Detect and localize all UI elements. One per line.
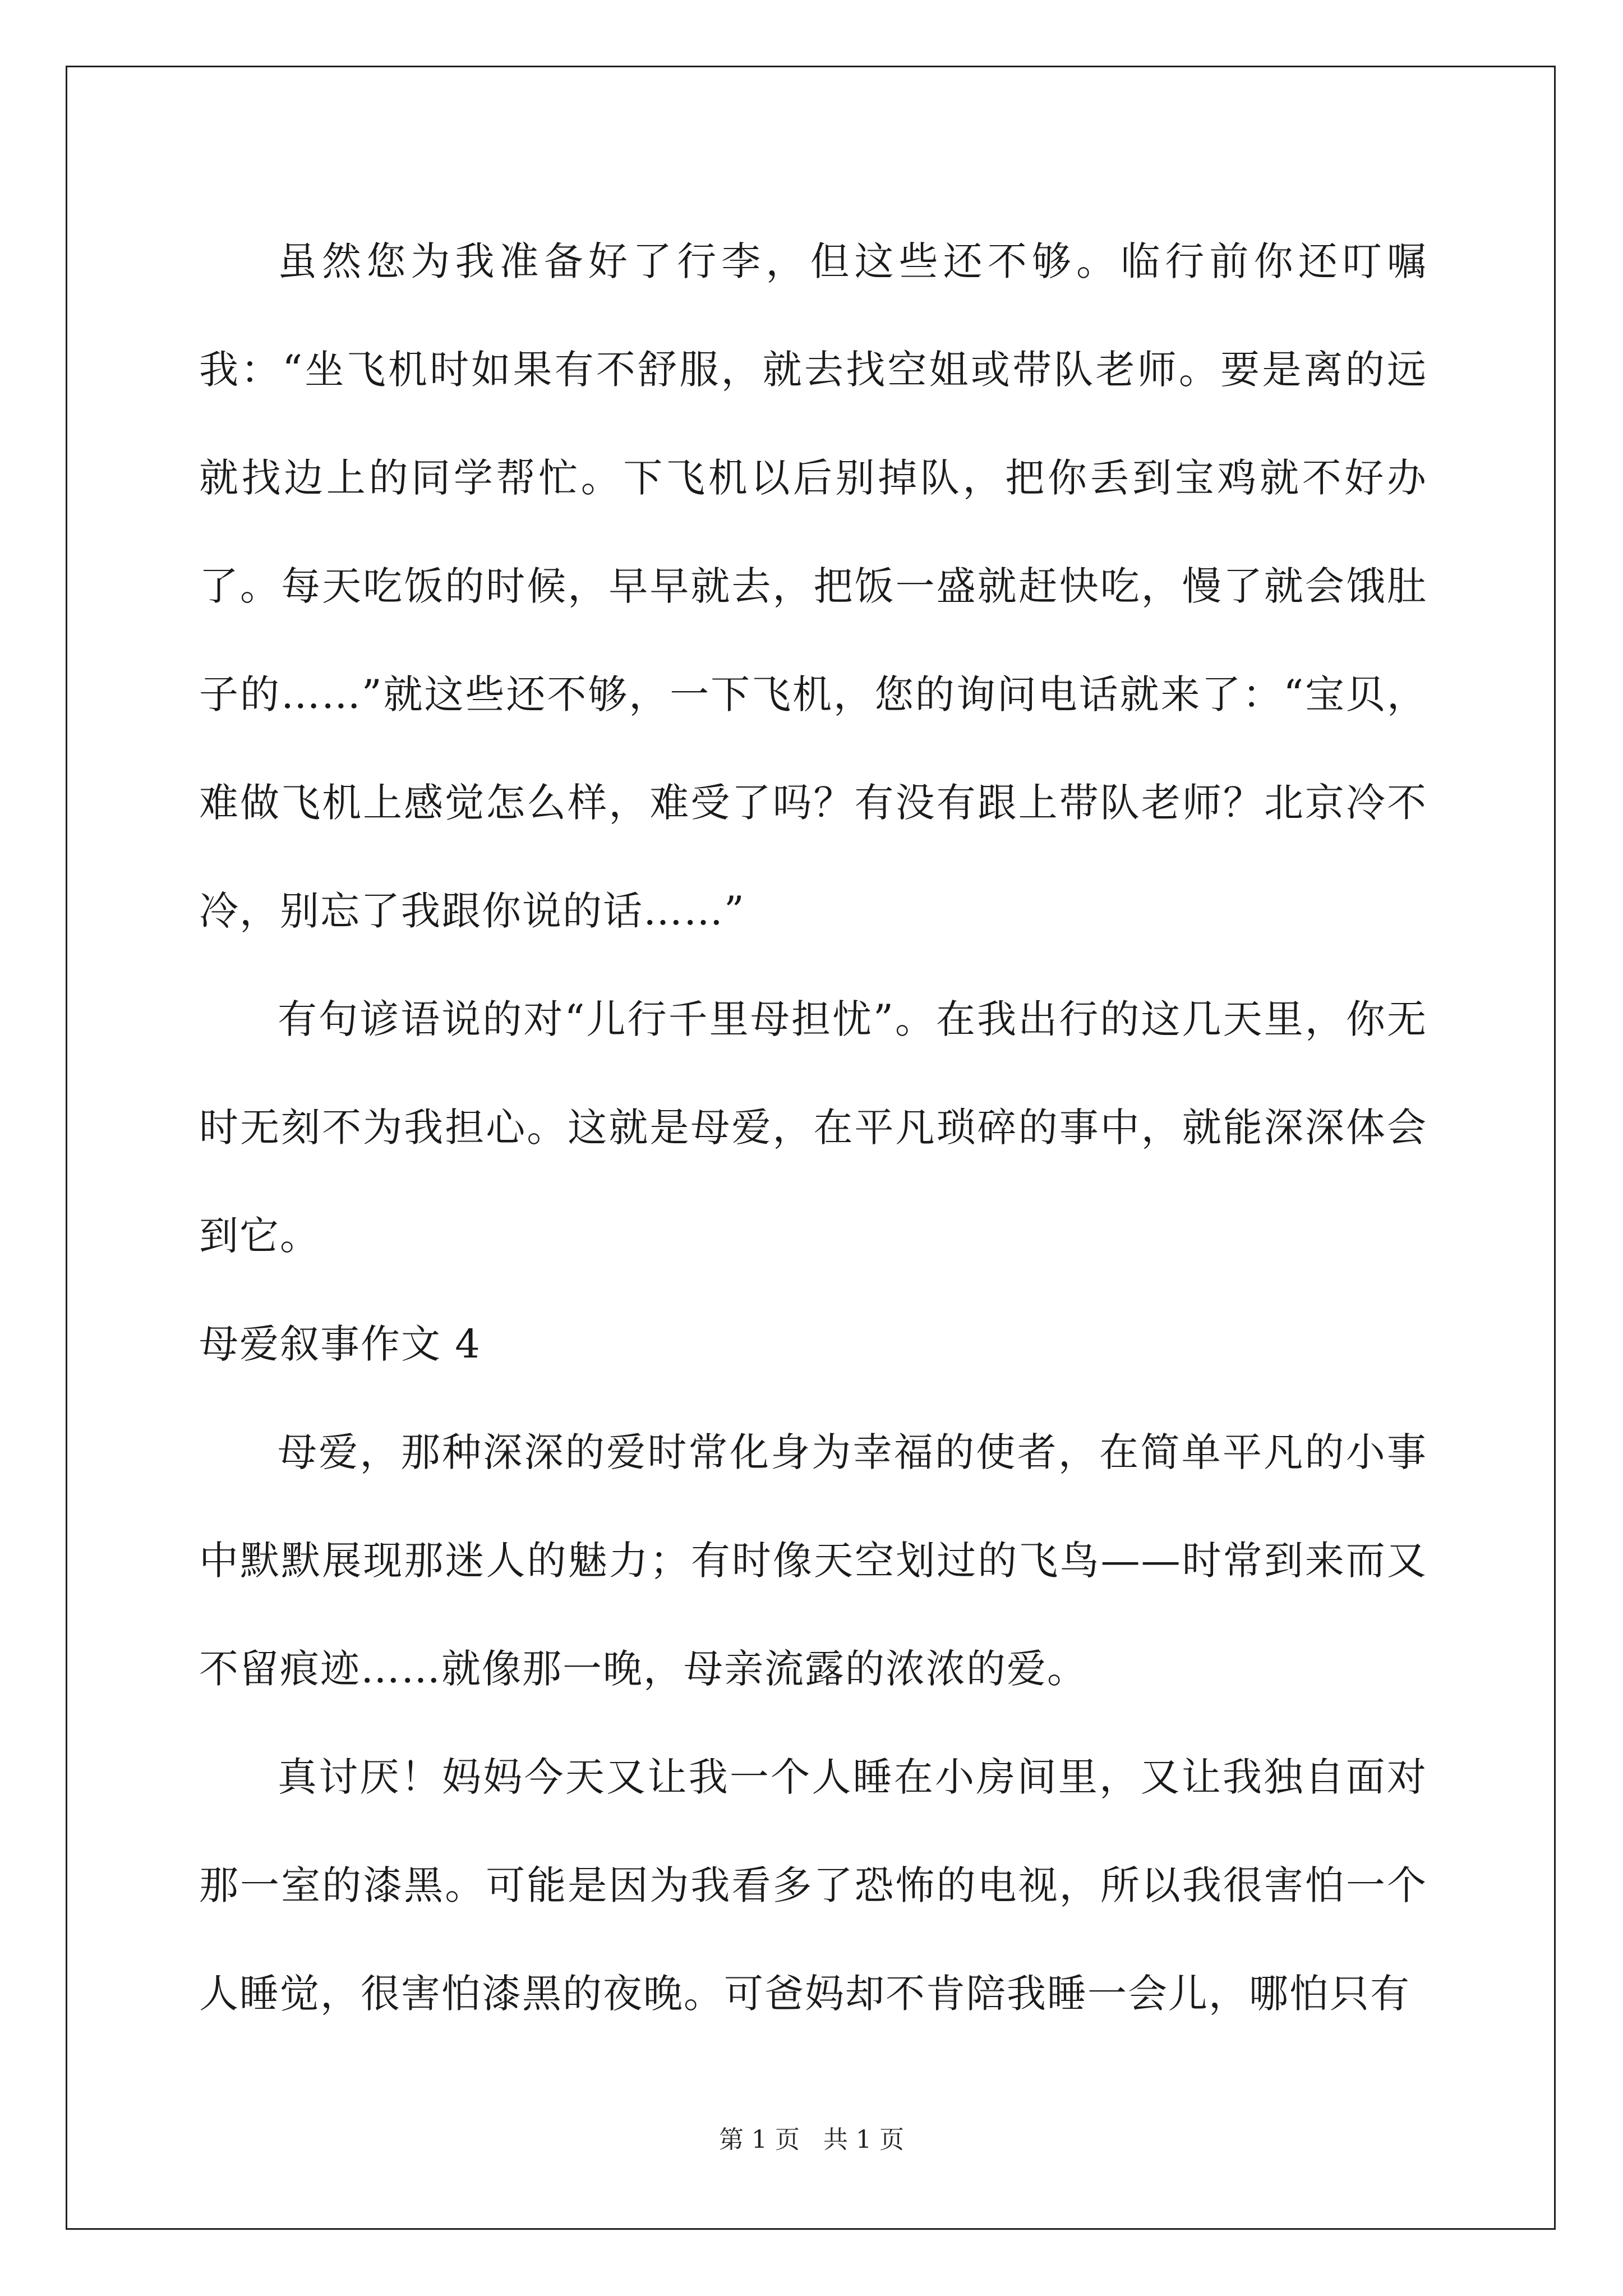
page-footer <box>0 2123 1623 2157</box>
section-heading: 母爱叙事作文 4 <box>199 1321 481 1367</box>
document-body <box>199 208 1427 2048</box>
page-total: 共 1 页 <box>823 2125 904 2154</box>
page-number: 第 1 页 <box>719 2125 800 2154</box>
paragraph: 真讨厌！妈妈今天又让我一个人睡在小房间里，又让我独自面对那一室的漆黑。可能是因为我看多了恐怖的电视，所以我很害怕一个人睡觉，很害怕漆黑的夜晚。可爸妈却不肯陪我睡一会儿，哪怕只有 <box>199 1754 1427 2017</box>
paragraph: 虽然您为我准备好了行李，但这些还不够。临行前你还叮嘱我：“坐飞机时如果有不舒服，就去找空姐或带队老师。要是离的远就找边上的同学帮忙。下飞机以后别掉队，把你丢到宝鸡就不好办了。每天吃饭的时候，早早就去，把饭一盛就赶快吃，慢了就会饿肚子的……”就这些还不够，一下飞机，您的询问电话就来了：“宝贝，难做飞机上感觉怎么样，难受了吗？有没有跟上带队老师？北京冷不冷，别忘了我跟你说的话……” <box>199 238 1427 934</box>
paragraph: 母爱，那种深深的爱时常化身为幸福的使者，在简单平凡的小事中默默展现那迷人的魅力；有时像天空划过的飞鸟——时常到来而又不留痕迹……就像那一晚，母亲流露的浓浓的爱。 <box>199 1429 1427 1692</box>
paragraph: 有句谚语说的对“儿行千里母担忧”。在我出行的这几天里，你无时无刻不为我担心。这就是母爱，在平凡琐碎的事中，就能深深体会到它。 <box>199 996 1427 1259</box>
